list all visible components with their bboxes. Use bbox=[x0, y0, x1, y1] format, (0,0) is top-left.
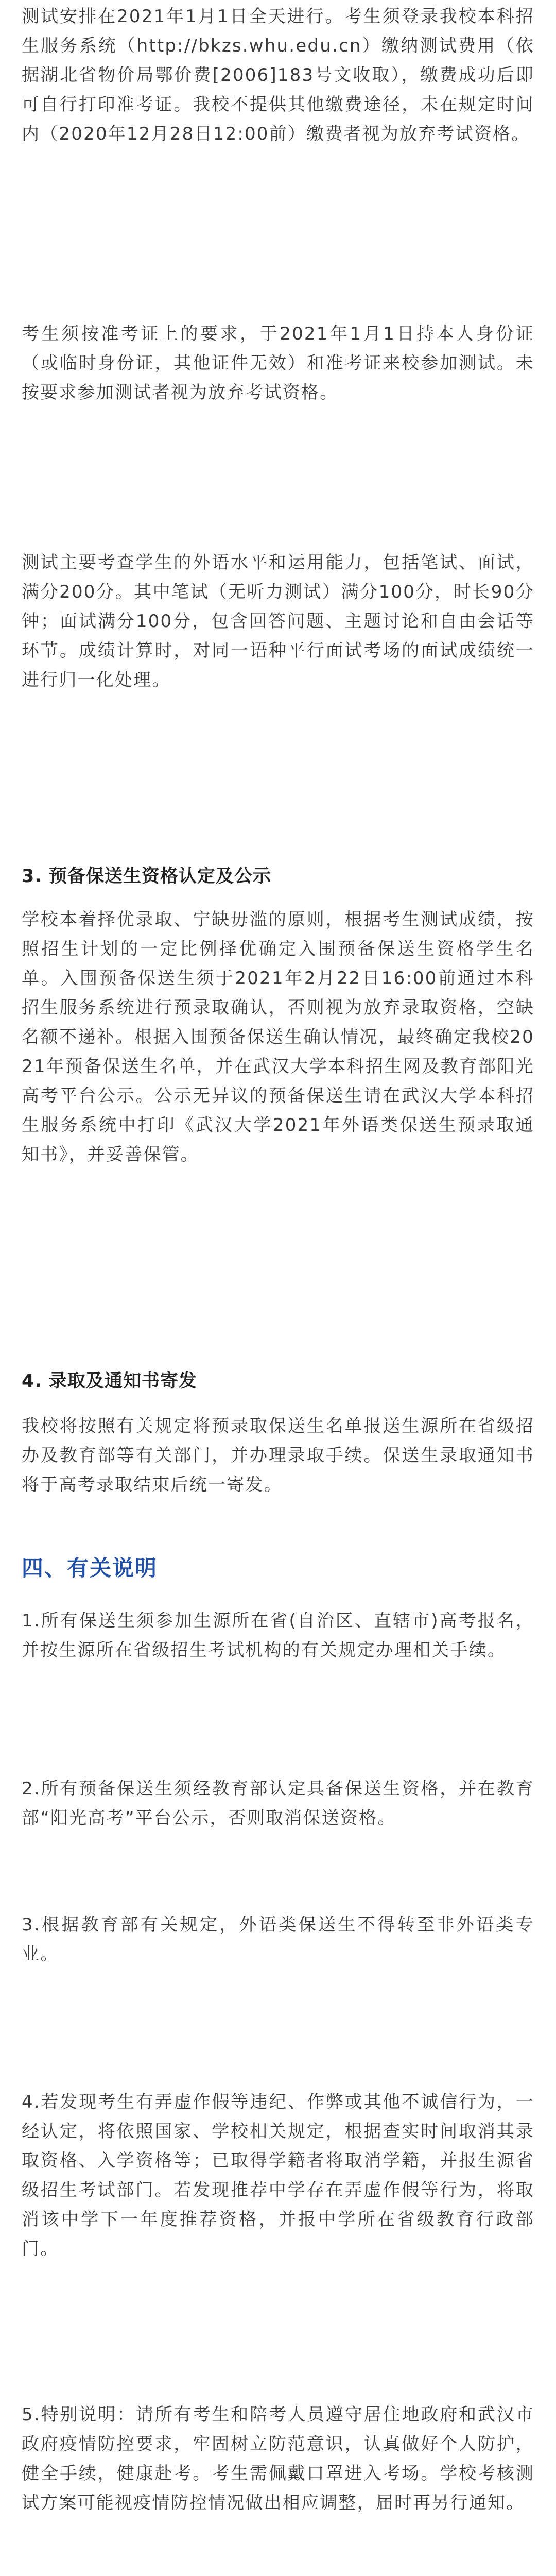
paragraph-test-content: 测试主要考查学生的外语水平和运用能力，包括笔试、面试，满分200分。其中笔试（无听力测试）满分100分，时长90分钟；面试满分100分，包含回答问题、主题讨论和自由会话等环节。成绩计算时，对同一语种平行面试考场的面试成绩统一进行归一化处理。 bbox=[22, 552, 534, 690]
note-item-5: 5.特别说明：请所有考生和陪考人员遵守居住地政府和武汉市政府疫情防控要求，牢固树立防范意识，认真做好个人防护，健全手续，健康赴考。考生需佩戴口罩进入考场。学校考核测试方案可能视疫情防控情况做出相应调整，届时再另行通知。 bbox=[22, 2404, 534, 2513]
section-heading-qualification: 3. 预备保送生资格认定及公示 bbox=[22, 866, 271, 887]
section-title-notes: 四、有关说明 bbox=[22, 1555, 158, 1581]
paragraph-test-attendance: 考生须按准考证上的要求，于2021年1月1日持本人身份证（或临时身份证，其他证件无效）和准考证来校参加测试。未按要求参加测试者视为放弃考试资格。 bbox=[22, 324, 534, 403]
note-item-3: 3.根据教育部有关规定，外语类保送生不得转至非外语类专业。 bbox=[22, 1914, 534, 1964]
note-item-2: 2.所有预备保送生须经教育部认定具备保送生资格，并在教育部“阳光高考”平台公示，否则取消保送资格。 bbox=[22, 1778, 534, 1828]
paragraph-admission: 我校将按照有关规定将预录取保送生名单报送生源所在省级招办及教育部等有关部门，并办理录取手续。保送生录取通知书将于高考录取结束后统一寄发。 bbox=[22, 1416, 534, 1495]
note-item-1: 1.所有保送生须参加生源所在省(自治区、直辖市)高考报名，并按生源所在省级招生考试机构的有关规定办理相关手续。 bbox=[22, 1611, 534, 1660]
section-heading-admission: 4. 录取及通知书寄发 bbox=[22, 1371, 197, 1392]
paragraph-test-schedule: 测试安排在2021年1月1日全天进行。考生须登录我校本科招生服务系统（http://bkzs.whu.edu.cn）缴纳测试费用（依据湖北省物价局鄂价费[2006]183号文收取），缴费成功后即可自行打印准考证。我校不提供其他缴费途径，未在规定时间内（2020年12月28日12:00前）缴费者视为放弃考试资格。 bbox=[22, 6, 534, 144]
paragraph-qualification: 学校本着择优录取、宁缺毋滥的原则，根据考生测试成绩，按照招生计划的一定比例择优确定入围预备保送生资格学生名单。入围预备保送生须于2021年2月22日16:00前通过本科招生服务系统进行预录取确认，否则视为放弃录取资格，空缺名额不递补。根据入围预备保送生确认情况，最终确定我校2021年预备保送生名单，并在武汉大学本科招生网及教育部阳光高考平台公示。公示无异议的预备保送生请在武汉大学本科招生服务系统中打印《武汉大学2021年外语类保送生预录取通知书》，并妥善保管。 bbox=[22, 909, 534, 1165]
note-item-4: 4.若发现考生有弄虚作假等违纪、作弊或其他不诚信行为，一经认定，将依照国家、学校相关规定，根据查实时间取消其录取资格、入学资格等；已取得学籍者将取消学籍，并报生源省级招生考试部门。若发现推荐中学存在弄虚作假等行为，将取消该中学下一年度推荐资格，并报中学所在省级教育行政部门。 bbox=[22, 2092, 534, 2259]
